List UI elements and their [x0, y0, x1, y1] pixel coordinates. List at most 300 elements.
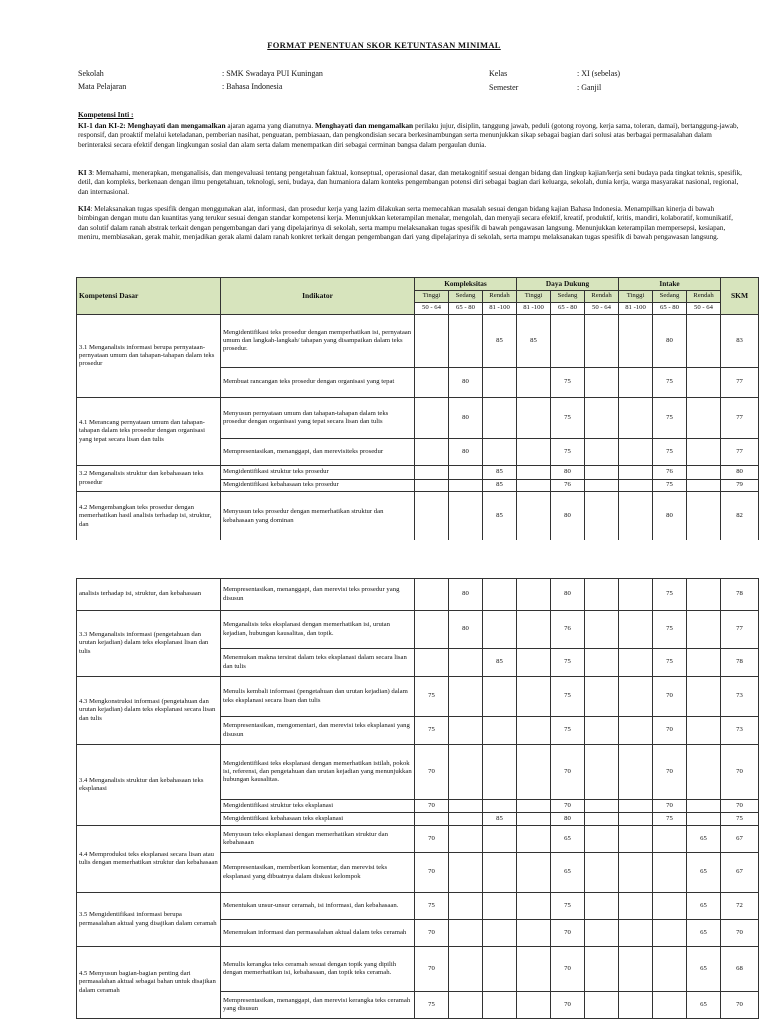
empty-cell: [517, 649, 551, 677]
empty-cell: [687, 368, 721, 398]
empty-cell: [517, 745, 551, 800]
ki12-label: KI-1 dan KI-2:: [78, 121, 126, 130]
empty-cell: [415, 611, 449, 649]
ki12-bold-1: Menghayati dan mengamalkan: [127, 121, 226, 130]
indikator-cell: Mempresentasikan, memberikan komentar, dan merevisi teks eksplanasi yang dibuatnya dalam diskusi kelompok: [221, 853, 415, 893]
daya-score-cell: 75: [551, 368, 585, 398]
empty-cell: [585, 800, 619, 813]
empty-cell: [619, 947, 653, 992]
komp-score-cell: 70: [415, 920, 449, 947]
indikator-cell: Mempresentasikan, mengomentari, dan merevisi teks eksplanasi yang disusun: [221, 717, 415, 745]
empty-cell: [449, 992, 483, 1019]
indikator-cell: Mempresentasikan, menanggapi, dan merevisi teks prosedur yang disusun: [221, 579, 415, 611]
daya-score-cell: 76: [551, 480, 585, 492]
empty-cell: [517, 611, 551, 649]
table-row: [77, 315, 759, 368]
empty-cell: [483, 947, 517, 992]
empty-cell: [449, 466, 483, 480]
intake-score-cell: 70: [653, 745, 687, 800]
intake-score-cell: 75: [653, 813, 687, 826]
kompetensi-dasar-cell: 3.3 Menganalisis informasi (pengetahuan dan urutan kejadian) dalam teks eksplanasi lisan dan tulis: [77, 611, 221, 677]
empty-cell: [483, 745, 517, 800]
empty-cell: [687, 677, 721, 717]
skm-cell: 78: [721, 649, 759, 677]
indikator-cell: Menentukan unsur-unsur ceramah, isi informasi, dan kebahasaan.: [221, 893, 415, 920]
daya-score-cell: 70: [551, 920, 585, 947]
empty-cell: [449, 480, 483, 492]
intake-score-cell: 75: [653, 398, 687, 439]
empty-cell: [687, 398, 721, 439]
empty-cell: [619, 677, 653, 717]
page-break-gap: [0, 540, 768, 578]
empty-cell: [585, 920, 619, 947]
empty-cell: [517, 480, 551, 492]
skm-cell: 73: [721, 717, 759, 745]
skm-cell: 70: [721, 920, 759, 947]
empty-cell: [585, 853, 619, 893]
empty-cell: [483, 677, 517, 717]
indikator-cell: Menyusun teks eksplanasi dengan memerhatikan struktur dan kebahasaan: [221, 826, 415, 853]
table-row: [77, 398, 759, 439]
subheader-level: Rendah: [483, 291, 517, 303]
daya-score-cell: 75: [551, 649, 585, 677]
intake-score-cell: 65: [687, 826, 721, 853]
daya-score-cell: 75: [551, 677, 585, 717]
skm-cell: 68: [721, 947, 759, 992]
empty-cell: [415, 398, 449, 439]
kompetensi-dasar-cell: 4.2 Mengembangkan teks prosedur dengan memerhatikan hasil analisis terhadap isi, struktur, dan: [77, 492, 221, 542]
empty-cell: [415, 439, 449, 466]
empty-cell: [517, 853, 551, 893]
skm-table-continued: [76, 578, 759, 1019]
empty-cell: [653, 947, 687, 992]
skm-cell: 67: [721, 853, 759, 893]
empty-cell: [687, 813, 721, 826]
empty-cell: [585, 315, 619, 368]
range-cell: 65 - 80: [653, 303, 687, 315]
table-row: [77, 947, 759, 992]
header-intake: Intake: [619, 278, 721, 291]
indikator-cell: Menemukan makna tersirat dalam teks eksplanasi dalam secara lisan dan tulis: [221, 649, 415, 677]
empty-cell: [517, 492, 551, 542]
komp-score-cell: 80: [449, 439, 483, 466]
empty-cell: [449, 813, 483, 826]
skm-cell: 67: [721, 826, 759, 853]
range-cell: 65 - 80: [551, 303, 585, 315]
skm-cell: 77: [721, 611, 759, 649]
empty-cell: [653, 853, 687, 893]
kompetensi-dasar-cell: 4.1 Merancang pernyataan umum dan tahapan-tahapan dalam teks prosedur dengan organisasi yang tepat secara lisan dan tulis: [77, 398, 221, 466]
empty-cell: [653, 826, 687, 853]
header-skm: SKM: [721, 278, 759, 315]
empty-cell: [619, 893, 653, 920]
daya-score-cell: 65: [551, 853, 585, 893]
mapel-value: : Bahasa Indonesia: [222, 82, 283, 91]
empty-cell: [585, 466, 619, 480]
subheader-level: Tinggi: [517, 291, 551, 303]
empty-cell: [585, 717, 619, 745]
empty-cell: [585, 677, 619, 717]
empty-cell: [449, 947, 483, 992]
empty-cell: [449, 800, 483, 813]
empty-cell: [449, 745, 483, 800]
empty-cell: [415, 649, 449, 677]
kompetensi-dasar-cell: 4.5 Menyusun bagian-bagian penting dari permasalahan aktual sebagai bahan untuk disajikan dalam ceramah: [77, 947, 221, 1019]
empty-cell: [483, 992, 517, 1019]
empty-cell: [619, 826, 653, 853]
header-indikator: Indikator: [221, 278, 415, 315]
empty-cell: [483, 800, 517, 813]
empty-cell: [415, 492, 449, 542]
komp-score-cell: 75: [415, 677, 449, 717]
empty-cell: [517, 893, 551, 920]
empty-cell: [483, 853, 517, 893]
intake-score-cell: 65: [687, 853, 721, 893]
komp-score-cell: 80: [449, 368, 483, 398]
indikator-cell: Mengidentifikasi struktur teks prosedur: [221, 466, 415, 480]
empty-cell: [517, 920, 551, 947]
ki3-label: KI 3: [78, 168, 93, 177]
empty-cell: [415, 480, 449, 492]
komp-score-cell: 75: [415, 992, 449, 1019]
daya-score-cell: 80: [551, 492, 585, 542]
subheader-level: Tinggi: [415, 291, 449, 303]
skm-cell: 70: [721, 992, 759, 1019]
empty-cell: [585, 826, 619, 853]
komp-score-cell: 75: [415, 717, 449, 745]
empty-cell: [619, 439, 653, 466]
skm-cell: 80: [721, 466, 759, 480]
kompetensi-inti-heading: [78, 110, 742, 120]
subheader-level: Sedang: [653, 291, 687, 303]
komp-score-cell: 70: [415, 826, 449, 853]
sekolah-value: : SMK Swadaya PUI Kuningan: [222, 69, 323, 78]
indikator-cell: Menemukan informasi dan permasalahan aktual dalam teks ceramah: [221, 920, 415, 947]
intake-score-cell: 70: [653, 800, 687, 813]
indikator-cell: Mengidentifikasi teks eksplanasi dengan memerhatikan istilah, pokok isi, referensi, dan pengetahuan dan urutan kejadian yang menunjukkan hubungan kausalitas.: [221, 745, 415, 800]
mapel-label: Mata Pelajaran: [78, 82, 127, 91]
skm-cell: 73: [721, 677, 759, 717]
empty-cell: [449, 677, 483, 717]
empty-cell: [483, 398, 517, 439]
header-kompleksitas: Kompleksitas: [415, 278, 517, 291]
empty-cell: [517, 947, 551, 992]
empty-cell: [585, 611, 619, 649]
ki3-paragraph: [78, 168, 742, 197]
table-row: [77, 579, 759, 611]
header-daya-dukung: Daya Dukung: [517, 278, 619, 291]
empty-cell: [483, 893, 517, 920]
empty-cell: [585, 439, 619, 466]
komp-score-cell: 85: [483, 649, 517, 677]
komp-score-cell: 85: [483, 480, 517, 492]
skm-cell: 78: [721, 579, 759, 611]
daya-score-cell: 85: [517, 315, 551, 368]
subheader-level: Rendah: [585, 291, 619, 303]
skm-cell: 75: [721, 813, 759, 826]
empty-cell: [449, 315, 483, 368]
header-kompetensi-dasar: Kompetensi Dasar: [77, 278, 221, 315]
empty-cell: [415, 579, 449, 611]
indikator-cell: Membuat rancangan teks prosedur dengan organisasi yang tepat: [221, 368, 415, 398]
kompetensi-dasar-cell: 3.2 Menganalisis struktur dan kebahasaan teks prosedur: [77, 466, 221, 492]
komp-score-cell: 75: [415, 893, 449, 920]
daya-score-cell: 75: [551, 398, 585, 439]
empty-cell: [687, 466, 721, 480]
skm-cell: 79: [721, 480, 759, 492]
skm-cell: 77: [721, 439, 759, 466]
empty-cell: [619, 315, 653, 368]
empty-cell: [517, 677, 551, 717]
intake-score-cell: 75: [653, 439, 687, 466]
empty-cell: [449, 492, 483, 542]
komp-score-cell: 80: [449, 579, 483, 611]
subheader-level: Rendah: [687, 291, 721, 303]
empty-cell: [449, 717, 483, 745]
daya-score-cell: 70: [551, 947, 585, 992]
komp-score-cell: 85: [483, 315, 517, 368]
kompetensi-dasar-cell: analisis terhadap isi, struktur, dan kebahasaan: [77, 579, 221, 611]
daya-score-cell: 80: [551, 466, 585, 480]
kompetensi-dasar-cell: 3.4 Menganalisis struktur dan kebahasaan teks eksplanasi: [77, 745, 221, 826]
komp-score-cell: 85: [483, 492, 517, 542]
kelas-label: Kelas: [489, 69, 508, 78]
range-cell: 50 - 64: [585, 303, 619, 315]
indikator-cell: Mempresentasikan, menanggapi, dan merevisi kerangka teks ceramah yang disusun: [221, 992, 415, 1019]
empty-cell: [619, 480, 653, 492]
empty-cell: [619, 717, 653, 745]
subheader-level: Tinggi: [619, 291, 653, 303]
empty-cell: [483, 920, 517, 947]
ki12-text-1: ajaran agama yang dianutnya.: [225, 122, 315, 130]
empty-cell: [483, 717, 517, 745]
empty-cell: [517, 800, 551, 813]
empty-cell: [619, 853, 653, 893]
kompetensi-dasar-cell: 4.4 Memproduksi teks eksplanasi secara lisan atau tulis dengan memerhatikan struktur dan kebahasaan: [77, 826, 221, 893]
indikator-cell: Mempresentasikan, menanggapi, dan merevisiteks prosedur: [221, 439, 415, 466]
empty-cell: [585, 992, 619, 1019]
empty-cell: [483, 439, 517, 466]
empty-cell: [517, 813, 551, 826]
empty-cell: [585, 813, 619, 826]
empty-cell: [483, 826, 517, 853]
skm-table: [76, 277, 759, 542]
komp-score-cell: 80: [449, 398, 483, 439]
empty-cell: [517, 992, 551, 1019]
intake-score-cell: 80: [653, 315, 687, 368]
indikator-cell: Menulis kembali informasi (pengetahuan dan urutan kejadian) dalam teks eksplanasi secara lisan dan tulis: [221, 677, 415, 717]
skm-cell: 70: [721, 745, 759, 800]
skm-cell: 77: [721, 398, 759, 439]
ki4-paragraph: [78, 204, 742, 242]
komp-score-cell: 70: [415, 947, 449, 992]
indikator-cell: Mengidentifikasi kebahasaan teks eksplanasi: [221, 813, 415, 826]
empty-cell: [449, 853, 483, 893]
intake-score-cell: 70: [653, 677, 687, 717]
kompetensi-dasar-cell: 4.3 Mengkonstruksi informasi (pengetahuan dan urutan kejadian) dalam teks eksplanasi secara lisan dan tulis: [77, 677, 221, 745]
subheader-level: Sedang: [551, 291, 585, 303]
empty-cell: [687, 800, 721, 813]
empty-cell: [619, 398, 653, 439]
range-cell: 81 -100: [619, 303, 653, 315]
kompetensi-dasar-cell: 3.1 Menganalisis informasi berupa pernyataan-pernyataan umum dan tahapan-tahapan dalam teks prosedur: [77, 315, 221, 398]
empty-cell: [687, 579, 721, 611]
empty-cell: [517, 826, 551, 853]
ki4-text: : Melaksanakan tugas spesifik dengan menggunakan alat, informasi, dan prosedur kerja yang lazim dilakukan serta memecahkan masalah sesuai dengan bidang kajian Bahasa Indonesia. Menampilkan kinerja di bawah bimbingan dengan mutu dan kuantitas yang terukur sesuai dengan standar kompetensi kerja. Menunjukkan keterampilan menalar, mengolah, dan menyaji secara efektif, kreatif, produktif, kritis, mandiri, kolaboratif, komunikatif, dan solutif dalam ranah abstrak terkait dengan pengembangan dari yang dipelajarinya di sekolah, serta mampu melaksanakan tugas spesifik di bawah pengawasan langsung. Menunjukkan keterampilan mempersepsi, kesiapan, meniru, membiasakan, gerak mahir, menjadikan gerak alami dalam ranah konkret terkait dengan pengembangan dari yang dipelajarinya di sekolah, serta mampu melaksanakan tugas spesifik di bawah pengawasan langsung.: [78, 205, 733, 241]
empty-cell: [619, 368, 653, 398]
skm-cell: 77: [721, 368, 759, 398]
komp-score-cell: 70: [415, 745, 449, 800]
empty-cell: [517, 439, 551, 466]
empty-cell: [619, 992, 653, 1019]
range-cell: 50 - 64: [687, 303, 721, 315]
ki12-paragraph: [78, 121, 742, 150]
empty-cell: [449, 826, 483, 853]
skm-cell: 72: [721, 893, 759, 920]
empty-cell: [415, 466, 449, 480]
komp-score-cell: 80: [449, 611, 483, 649]
daya-score-cell: 70: [551, 992, 585, 1019]
empty-cell: [687, 611, 721, 649]
table-row: [77, 611, 759, 649]
empty-cell: [585, 893, 619, 920]
empty-cell: [619, 800, 653, 813]
empty-cell: [483, 579, 517, 611]
empty-cell: [619, 813, 653, 826]
indikator-cell: Mengidentifikasi teks prosedur dengan memperhatikan isi, pernyataan umum dan langkah-langkah/ tahapan yang disampaikan dalam teks prosedur.: [221, 315, 415, 368]
indikator-cell: Menyusun teks prosedur dengan memerhatikan struktur dan kebahasaan yang dominan: [221, 492, 415, 542]
empty-cell: [687, 480, 721, 492]
indikator-cell: Menyusun pernyataan umum dan tahapan-tahapan dalam teks prosedur dengan organisasi yang tepat secara lisan dan tulis: [221, 398, 415, 439]
intake-score-cell: 75: [653, 579, 687, 611]
empty-cell: [517, 717, 551, 745]
empty-cell: [619, 920, 653, 947]
empty-cell: [687, 439, 721, 466]
empty-cell: [449, 893, 483, 920]
semester-value: : Ganjil: [577, 83, 602, 92]
daya-score-cell: 70: [551, 745, 585, 800]
empty-cell: [517, 579, 551, 611]
skm-cell: 82: [721, 492, 759, 542]
empty-cell: [619, 611, 653, 649]
empty-cell: [687, 717, 721, 745]
range-cell: 81 -100: [483, 303, 517, 315]
subheader-level: Sedang: [449, 291, 483, 303]
intake-score-cell: 70: [653, 717, 687, 745]
daya-score-cell: 80: [551, 579, 585, 611]
range-cell: 65 - 80: [449, 303, 483, 315]
daya-score-cell: 70: [551, 800, 585, 813]
empty-cell: [687, 649, 721, 677]
ki-heading-text: Kompetensi Inti :: [78, 110, 134, 119]
ki12-bold-2: Menghayati dan mengamalkan: [315, 121, 414, 130]
intake-score-cell: 75: [653, 611, 687, 649]
empty-cell: [687, 745, 721, 800]
empty-cell: [517, 368, 551, 398]
empty-cell: [449, 920, 483, 947]
ki3-text: : Memahami, menerapkan, menganalisis, dan mengevaluasi tentang pengetahuan faktual, konseptual, operasional dasar, dan metakognitif sesuai dengan bidang dan lingkup kajian/kerja seni budaya pada tingkat teknis, spesifik, detil, dan kompleks, berkenaan dengan ilmu pengetahuan, teknologi, seni, budaya, dan humaniora dalam konteks pengembangan potensi diri sebagai bagian dari keluarga, sekolah, dunia kerja, warga masyarakat nasional, regional, dan internasional.: [78, 169, 742, 196]
semester-label: Semester: [489, 83, 519, 92]
empty-cell: [585, 579, 619, 611]
komp-score-cell: 70: [415, 800, 449, 813]
intake-score-cell: 76: [653, 466, 687, 480]
table-row: [77, 745, 759, 800]
sekolah-label: Sekolah: [78, 69, 104, 78]
table-row: [77, 677, 759, 717]
range-cell: 50 - 64: [415, 303, 449, 315]
indikator-cell: Menulis kerangka teks ceramah sesuai dengan topik yang dipilih dengan memerhatikan isi, kebahasaan, dan topik teks ceramah.: [221, 947, 415, 992]
empty-cell: [653, 920, 687, 947]
kelas-value: : XI (sebelas): [577, 69, 621, 78]
table-row: [77, 893, 759, 920]
empty-cell: [585, 492, 619, 542]
empty-cell: [653, 893, 687, 920]
empty-cell: [585, 745, 619, 800]
empty-cell: [483, 611, 517, 649]
daya-score-cell: 75: [551, 717, 585, 745]
empty-cell: [585, 649, 619, 677]
empty-cell: [415, 368, 449, 398]
daya-score-cell: 75: [551, 439, 585, 466]
empty-cell: [653, 992, 687, 1019]
intake-score-cell: 65: [687, 893, 721, 920]
empty-cell: [551, 315, 585, 368]
daya-score-cell: 80: [551, 813, 585, 826]
empty-cell: [415, 315, 449, 368]
komp-score-cell: 85: [483, 466, 517, 480]
intake-score-cell: 75: [653, 368, 687, 398]
intake-score-cell: 65: [687, 920, 721, 947]
komp-score-cell: 70: [415, 853, 449, 893]
empty-cell: [585, 947, 619, 992]
empty-cell: [585, 480, 619, 492]
komp-score-cell: 85: [483, 813, 517, 826]
intake-score-cell: 75: [653, 480, 687, 492]
empty-cell: [619, 579, 653, 611]
skm-cell: 70: [721, 800, 759, 813]
empty-cell: [687, 315, 721, 368]
empty-cell: [619, 492, 653, 542]
kompetensi-dasar-cell: 3.5 Mengidentifikasi informasi berupa permasalahan aktual yang disajikan dalam ceramah: [77, 893, 221, 947]
intake-score-cell: 65: [687, 992, 721, 1019]
table-row: [77, 466, 759, 480]
empty-cell: [517, 398, 551, 439]
ki12-text-2: perilaku jujur, disiplin, tanggung jawab, peduli (gotong royong, kerja sama, toleran, damai), bertanggung-jawab, responsif, dan proaktif melalui keteladanan, pemberian nasihat, penguatan, pembiasaan, dan pengkondisian secara berkesinambungan serta menunjukkan sikap sebagai bagian dari solusi atas berbagai permasalahan dalam berinteraksi secara efektif dengan lingkungan sosial dan alam serta dalam menempatkan diri sebagai cerminan bangsa dalam pergaulan dunia.: [78, 122, 739, 149]
intake-score-cell: 80: [653, 492, 687, 542]
empty-cell: [415, 813, 449, 826]
document-title: FORMAT PENENTUAN SKOR KETUNTASAN MINIMAL: [267, 40, 501, 50]
empty-cell: [619, 649, 653, 677]
empty-cell: [619, 466, 653, 480]
skm-cell: 83: [721, 315, 759, 368]
ki4-label: KI4: [78, 204, 91, 213]
intake-score-cell: 65: [687, 947, 721, 992]
empty-cell: [619, 745, 653, 800]
empty-cell: [483, 368, 517, 398]
empty-cell: [585, 368, 619, 398]
range-cell: 81 -100: [517, 303, 551, 315]
daya-score-cell: 75: [551, 893, 585, 920]
indikator-cell: Menganalisis teks eksplanasi dengan memerhatikan isi, urutan kejadian, hubungan kausalitas, dan topik.: [221, 611, 415, 649]
empty-cell: [449, 649, 483, 677]
indikator-cell: Mengidentifikasi kebahasaan teks prosedur: [221, 480, 415, 492]
indikator-cell: Mengidentifikasi struktur teks eksplanasi: [221, 800, 415, 813]
table-row: [77, 826, 759, 853]
empty-cell: [517, 466, 551, 480]
daya-score-cell: 65: [551, 826, 585, 853]
empty-cell: [585, 398, 619, 439]
intake-score-cell: 75: [653, 649, 687, 677]
